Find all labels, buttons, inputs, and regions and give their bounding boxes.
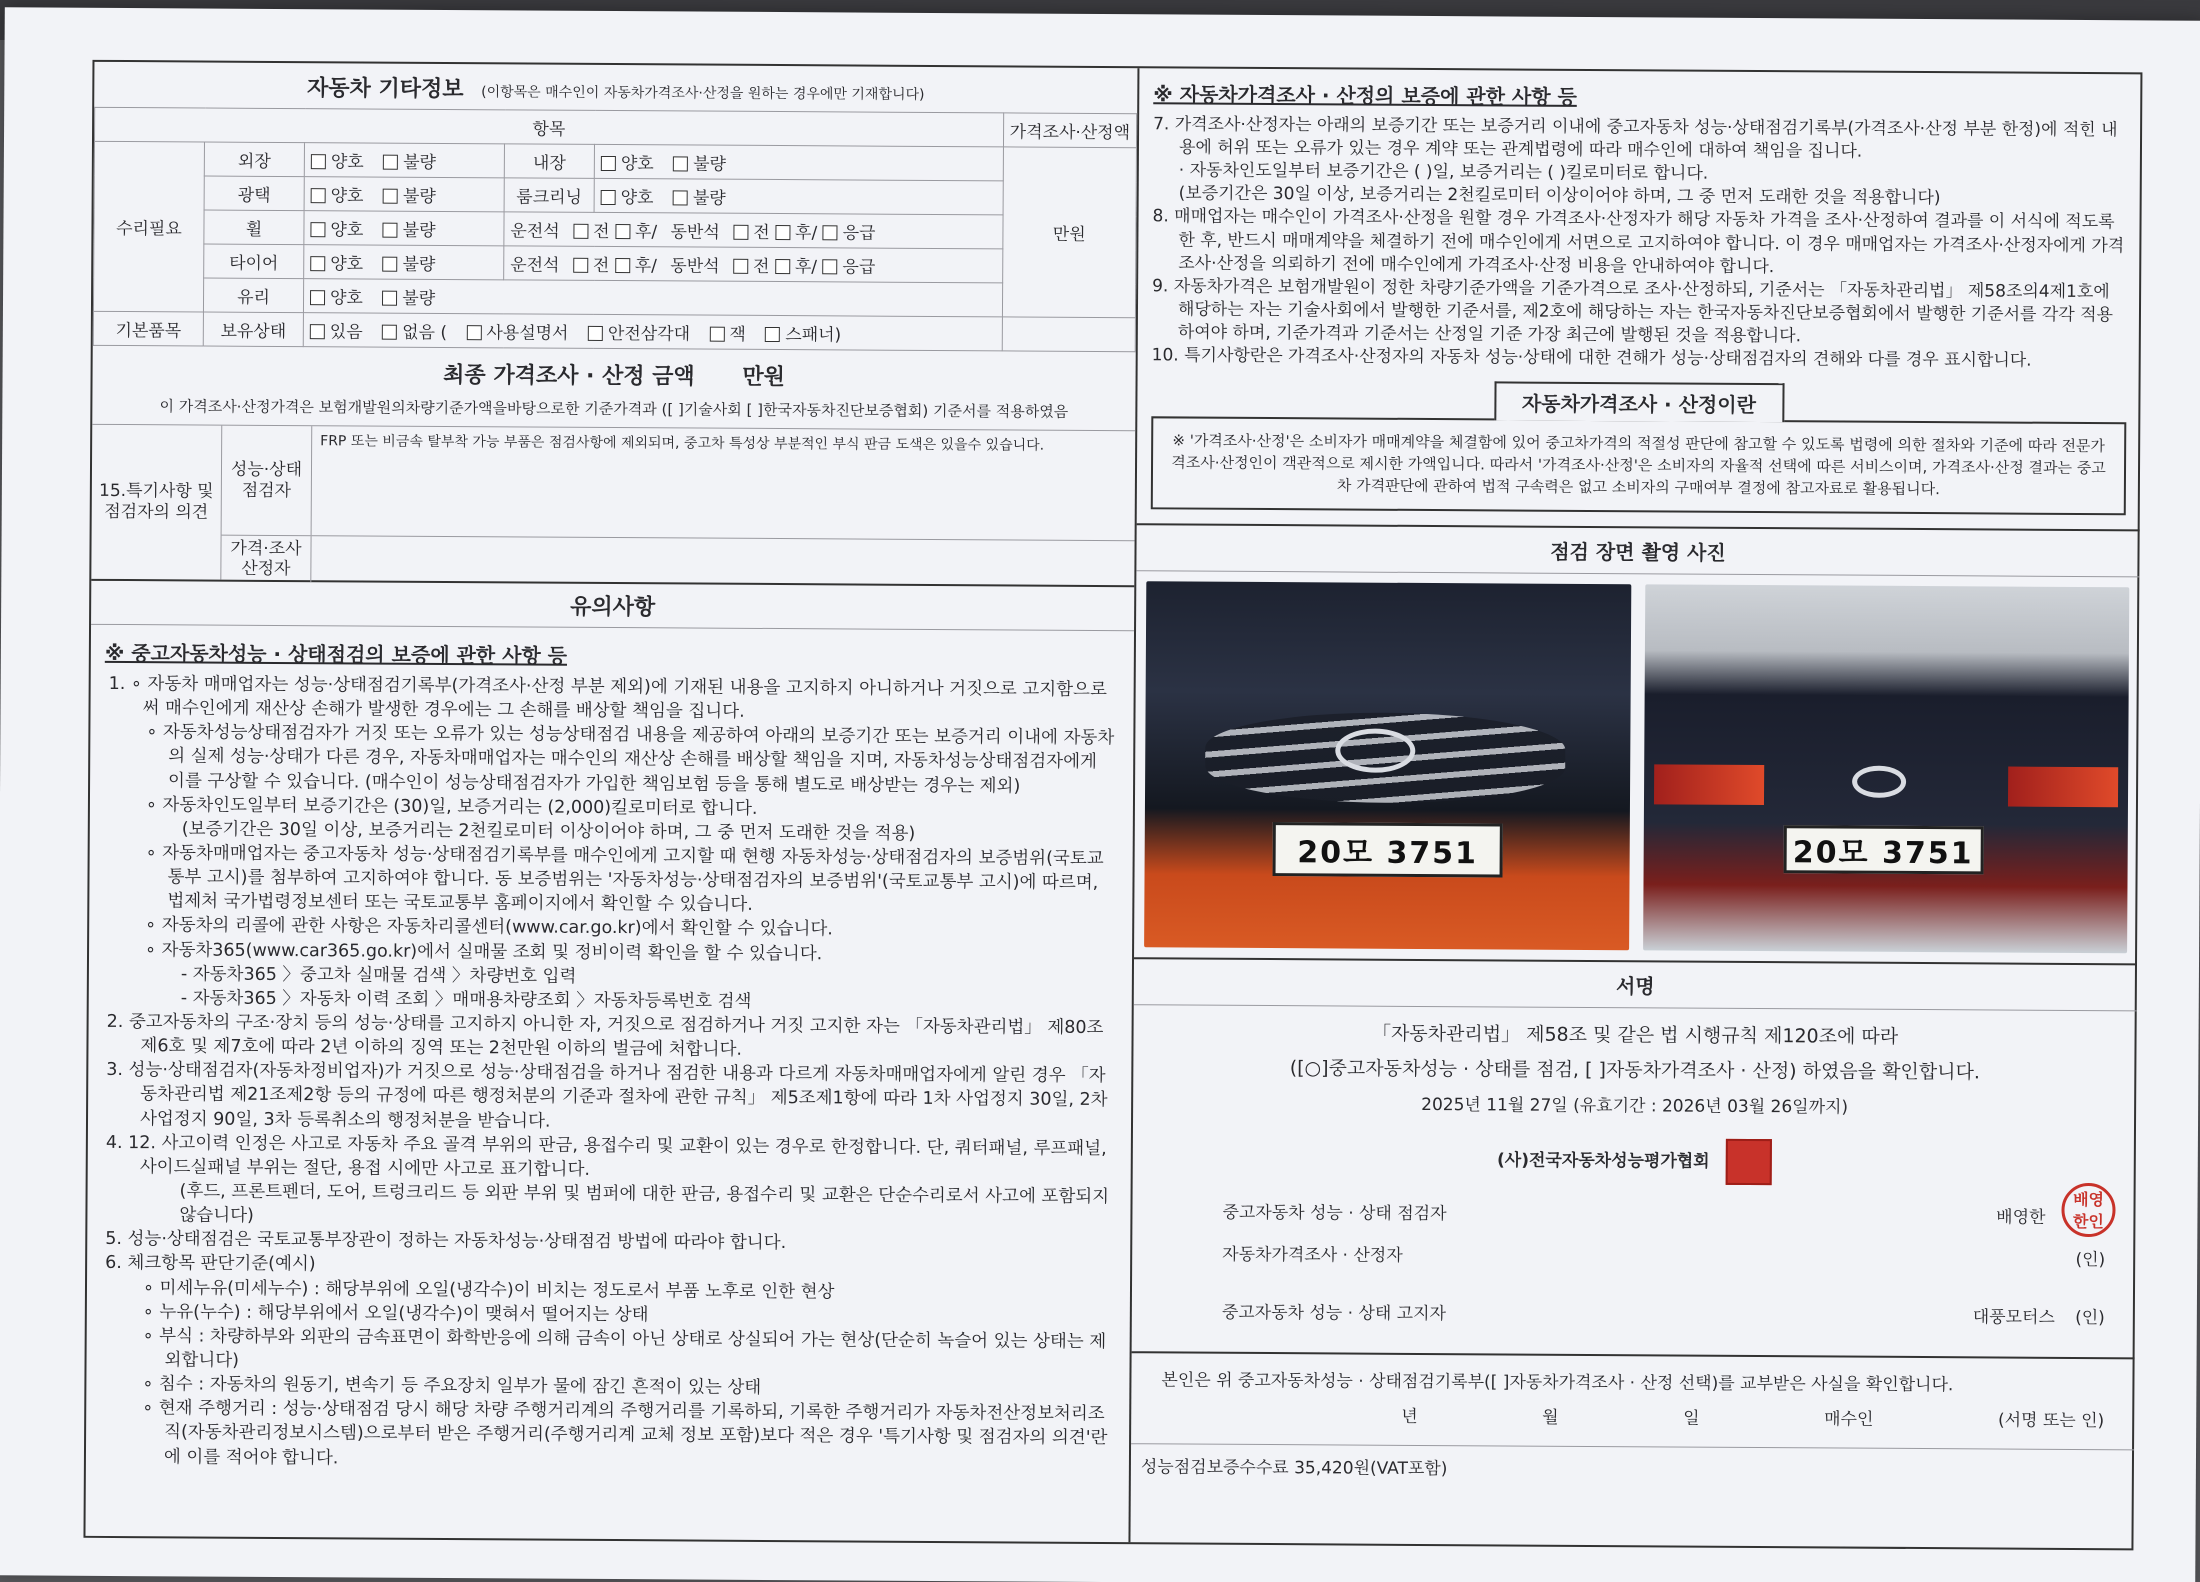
final-price-note: 이 가격조사·산정가격은 보험개발원의차량기준가액을바탕으로한 기준가격과 ([ ]기술사회 [ ]한국자동차진단보증협회) 기준서를 적용하였음 bbox=[92, 393, 1135, 431]
wheel-label: 휠 bbox=[204, 210, 304, 245]
inspector-label: 중고자동차 성능 · 상태 점검자 bbox=[1222, 1202, 1447, 1224]
inspector-seal-icon: 배영 한인 bbox=[2061, 1183, 2115, 1237]
term-indent: (보증기간은 30일 이상, 보증거리는 2천킬로미터 이상이어야 하며, 그 중 먼저 도래한 것을 적용합니다) bbox=[1178, 183, 1941, 209]
photo-section-title: 점검 장면 촬영 사진 bbox=[1136, 524, 2139, 578]
term-indent: · 자동차인도일부터 보증기간은 ( )일, 보증거리는 ( )킬로미터로 합니다. bbox=[1178, 160, 1709, 184]
performance-inspector-row bbox=[222, 426, 1136, 542]
option-label: 양호 bbox=[330, 186, 364, 207]
emergency-label: 응급 bbox=[842, 257, 876, 278]
term-item: 8. 매매업자는 매수인이 가격조사·산정을 원할 경우 가격조사·산정자가 해당 자동차 가격을 조사·산정하여 결과를 이 서식에 적도록 한 후, 반드시 매매계약을 체결하기 전에 매수인에게 서면으로 고지하여야 합니다. 이 경우 매매업자는 가격조사·산정자에게 가격조사·산정을 의뢰하기 전에 매수인에게 가격조사·산정 비용을 안내하여야 합니다. bbox=[1152, 206, 2125, 277]
front-label: 전 bbox=[592, 255, 610, 276]
triangle-checkbox[interactable] bbox=[588, 326, 603, 341]
vehicle-other-info-title bbox=[94, 62, 1137, 113]
option-label: 양호 bbox=[330, 254, 364, 275]
glass-label: 유리 bbox=[203, 278, 303, 313]
option-label: 양호 bbox=[329, 288, 363, 309]
receipt-buyer-label: 매수인 bbox=[1824, 1409, 1874, 1430]
term-subsub: - 자동차365 〉자동차 이력 조회 〉매매용차량조회 〉자동차등록번호 검색 bbox=[180, 988, 752, 1012]
notifier-row bbox=[1222, 1298, 2105, 1328]
final-price-label: 최종 가격조사 · 산정 금액 bbox=[443, 362, 695, 390]
tire-options bbox=[304, 245, 504, 280]
signature-date: 2025년 11월 27일 (유효기간 : 2026년 03월 26일까지) bbox=[1421, 1094, 1849, 1118]
wheel-passenger-front-checkbox[interactable] bbox=[733, 225, 748, 240]
exterior-bad-checkbox[interactable] bbox=[383, 155, 398, 170]
price-inspector-opinion bbox=[311, 536, 1134, 587]
term-sub: ∘ 자동차성능상태점검자가 거짓 또는 오류가 있는 성능상태점검 내용을 제공하여 아래의 보증기간 또는 보증거리 이내에 자동차의 실제 성능·상태가 다른 경우, 자동차매매업자는 매수인의 재산상 손해를 배상할 책임을 지며, 자동차성능상태점검자에게 이를 구상할 수 있습니다. (매수인이 성능상태점검자가 가입한 책임보험 등을 통해 별도로 배상받는 경우는 제외) bbox=[146, 722, 1115, 797]
passenger-seat-label: 동반석 bbox=[670, 222, 720, 243]
price-manwon-cell: 만원 bbox=[1002, 147, 1136, 318]
signature-title: 서명 bbox=[1134, 960, 2137, 1012]
wheel-driver-rear-checkbox[interactable] bbox=[615, 224, 630, 239]
option-label: 불량 bbox=[402, 254, 436, 275]
term-subsub: (후드, 프론트펜더, 도어, 트렁크리드 등 외판 부위 및 범퍼에 대한 판금, 용접수리 및 교환은 단순수리로서 사고에 포함되지 않습니다) bbox=[179, 1181, 1110, 1226]
association-row bbox=[1133, 1135, 2136, 1187]
receipt-confirmation bbox=[1131, 1351, 2135, 1449]
tire-good-checkbox[interactable] bbox=[310, 256, 325, 271]
notifier-label: 중고자동차 성능 · 상태 고지자 bbox=[1221, 1302, 1447, 1324]
section-title-note: (이항목은 매수인이 자동차가격조사·산정을 원하는 경우에만 기재합니다) bbox=[481, 84, 925, 103]
term-subsub: - 자동차365 〉중고차 실매물 검색 〉차량번호 입력 bbox=[180, 964, 577, 987]
tire-emergency-checkbox[interactable] bbox=[822, 259, 837, 274]
rear-label: 후/ bbox=[794, 257, 818, 278]
interior-label: 내장 bbox=[504, 144, 594, 179]
driver-seat-label: 운전석 bbox=[510, 221, 560, 242]
option-label: 양호 bbox=[330, 152, 364, 173]
receipt-sign-label: (서명 또는 인) bbox=[1997, 1410, 2105, 1431]
option-label: 양호 bbox=[620, 154, 654, 175]
term-item: 6. 체크항목 판단기준(예시) bbox=[105, 1253, 316, 1275]
term-sub: ∘ 현재 주행거리 : 성능·상태점검 당시 해당 차량 주행거리계의 주행거리를 기록하되, 기록한 주행거리가 자동차전산정보처리조직(자동차관리정보시스템)으로부터 받은 주행거리(주행거리계 교체 정보 포함)보다 적은 경우 '특기사항 및 점검자의 의견'란에 이를 적어야 합니다. bbox=[142, 1398, 1108, 1468]
pricer-label: 자동차가격조사 · 산정자 bbox=[1222, 1244, 1403, 1266]
left-column bbox=[85, 62, 1139, 1542]
notifier-seal-mark: (인) bbox=[2075, 1307, 2105, 1328]
header-price: 가격조사·산정액 bbox=[1003, 113, 1137, 148]
option-label: 잭 bbox=[729, 324, 746, 345]
exterior-label: 외장 bbox=[204, 142, 304, 177]
section-title: 자동차 기타정보 bbox=[307, 76, 464, 103]
special-notes-label: 15.특기사항 및 점검자의 의견 bbox=[91, 425, 222, 580]
option-label: 스패너 bbox=[785, 325, 835, 346]
tire-position-options bbox=[504, 246, 1003, 283]
rear-label: 후/ bbox=[634, 222, 658, 243]
rear-label: 후/ bbox=[795, 223, 818, 244]
interior-good-checkbox[interactable] bbox=[601, 156, 616, 171]
gloss-good-checkbox[interactable] bbox=[311, 188, 326, 203]
driver-seat-label: 운전석 bbox=[510, 255, 560, 276]
final-price-row bbox=[92, 346, 1135, 399]
holding-status-options: 있음 없음 ( 사용설명서 안전삼각대 잭 스패너) bbox=[303, 313, 1002, 351]
term-sub: ∘ 자동차365(www.car365.go.kr)에서 실매물 조회 및 정비이력 확인을 할 수 있습니다. bbox=[144, 939, 823, 964]
option-label: 양호 bbox=[330, 220, 364, 241]
jack-checkbox[interactable] bbox=[709, 327, 724, 342]
car-emblem bbox=[1852, 766, 1906, 798]
signature-line-1: 「자동차관리법」 제58조 및 같은 법 시행규칙 제120조에 따라 bbox=[1371, 1023, 1899, 1049]
term-item: 7. 가격조사·산정자는 아래의 보증기간 또는 보증거리 이내에 중고자동차 성능·상태점검기록부(가격조사·산정 부분 한정)에 적힌 내용에 허위 또는 오류가 있는 경우 계약 또는 관계법령에 따라 매수인에 대하여 책임을 집니다. bbox=[1153, 114, 2118, 162]
term-sub: ∘ 미세누유(미세누수) : 해당부위에 오일(냉각수)이 비치는 정도로서 부품 노후로 인한 현상 bbox=[142, 1277, 835, 1302]
front-license-plate: 20모 3751 bbox=[1273, 823, 1503, 878]
option-label: 불량 bbox=[403, 152, 437, 173]
signature-line-2: ([○]중고자동차성능 · 상태를 점검, [ ]자동차가격조사 · 산정) 하였음을 확인합니다. bbox=[1289, 1056, 1981, 1084]
option-label: 불량 bbox=[402, 288, 436, 309]
room-cleaning-good-checkbox[interactable] bbox=[601, 190, 616, 205]
term-sub: ∘ 자동차인도일부터 보증기간은 (30)일, 보증거리는 (2,000)킬로미터로 합니다. bbox=[145, 794, 758, 819]
option-label: 사용설명서 bbox=[486, 323, 569, 344]
holding-no-checkbox[interactable] bbox=[382, 325, 397, 340]
wheel-position-options bbox=[504, 212, 1003, 249]
option-label: 안전삼각대 bbox=[607, 323, 691, 345]
pricer-seal-mark: (인) bbox=[2075, 1249, 2106, 1270]
inspector-row bbox=[1222, 1189, 2105, 1231]
holding-yes-checkbox[interactable] bbox=[310, 324, 325, 339]
tire-label: 타이어 bbox=[204, 244, 304, 279]
emergency-label: 응급 bbox=[842, 223, 876, 244]
notifier-name: 대풍모터스 bbox=[1972, 1307, 2055, 1328]
price-warranty-terms bbox=[1138, 113, 2143, 373]
term-sub: ∘ 부식 : 차량하부와 외판의 금속표면이 화학반응에 의해 금속이 아닌 상태로 상실되어 가는 현상(단순히 녹슬어 있는 상태는 제외합니다) bbox=[142, 1325, 1107, 1371]
performance-inspector-label: 성능·상태 점검자 bbox=[222, 426, 313, 536]
interior-bad-checkbox[interactable] bbox=[673, 156, 688, 171]
term-subsub: (보증기간은 30일 이상, 보증거리는 2천킬로미터 이상이어야 하며, 그 중 먼저 도래한 것을 적용) bbox=[181, 819, 916, 844]
term-sub: ∘ 침수 : 자동차의 원동기, 변속기 등 주요장치 일부가 물에 잠긴 흔적이 있는 상태 bbox=[142, 1374, 762, 1399]
vehicle-info-table bbox=[93, 107, 1137, 352]
tire-passenger-rear-checkbox[interactable] bbox=[775, 259, 790, 274]
right-tail-light bbox=[2008, 767, 2118, 808]
gloss-options bbox=[304, 177, 504, 212]
performance-inspector-opinion: FRP 또는 비금속 탈부착 가능 부품은 점검사항에 제외되며, 중고차 특성상 부분적인 부식 판금 도색은 있을수 있습니다. bbox=[320, 433, 1045, 454]
car-front-photo bbox=[1144, 582, 1631, 951]
wheel-emergency-checkbox[interactable] bbox=[823, 225, 838, 240]
price-warranty-heading: ※ 자동차가격조사 · 산정의 보증에 관한 사항 등 bbox=[1153, 82, 1577, 109]
signers-block bbox=[1132, 1181, 2136, 1357]
caution-title: 유의사항 bbox=[91, 581, 1134, 631]
term-item: 9. 자동차가격은 보험개발원이 정한 차량기준가액을 기준가격으로 조사·산정하되, 기준서는 「자동차관리법」 제58조의4제1호에 해당하는 자는 기술사회에서 발행한 기준서를, 제2호에 해당하는 자는 한국자동차진단보증협회에서 발행한 기준서를 각각 적용하여야 하며, 기준가격과 기준서는 산정일 기준 가장 최근에 발행된 것을 적용합니다. bbox=[1152, 276, 2114, 347]
left-tail-light bbox=[1653, 765, 1763, 806]
rear-license-plate: 20모 3751 bbox=[1783, 826, 1983, 875]
basic-items-label: 기본품목 bbox=[93, 311, 203, 346]
manual-checkbox[interactable] bbox=[466, 325, 481, 340]
tire-bad-checkbox[interactable] bbox=[382, 257, 397, 272]
term-item: 2. 중고자동차의 구조·장치 등의 성능·상태를 고지하지 아니한 자, 거짓으로 점검하거나 거짓 고지한 자는 「자동차관리법」 제80조제6호 및 제7호에 따라 2년 이하의 징역 또는 2천만원 이하의 벌금에 처합니다. bbox=[106, 1011, 1104, 1060]
repair-needed-label: 수리필요 bbox=[93, 141, 204, 312]
front-label: 전 bbox=[753, 222, 770, 243]
tire-driver-front-checkbox[interactable] bbox=[573, 258, 588, 273]
association-seal-icon bbox=[1725, 1139, 1771, 1185]
header-item: 항목 bbox=[94, 107, 1003, 147]
option-label: 불량 bbox=[402, 186, 436, 207]
wheel-passenger-rear-checkbox[interactable] bbox=[775, 225, 790, 240]
term-sub: ∘ 자동차매매업자는 중고자동차 성능·상태점검기록부를 매수인에게 고지할 때 현행 자동차성능·상태점검자의 보증범위(국토교통부 고시)를 첨부하여 고지하여야 합니다. 동 보증범위는 '자동차성능·상태점검자의 보증범위'(국토교통부 고시)에 따르며, 법제처 국가법령정보센터 또는 국토교통부 홈페이지에서 확인할 수 있습니다. bbox=[145, 843, 1104, 916]
front-label: 전 bbox=[593, 221, 610, 242]
empty-cell bbox=[1002, 317, 1136, 352]
option-label: 없음 bbox=[402, 322, 436, 343]
tire-passenger-front-checkbox[interactable] bbox=[733, 259, 748, 274]
term-item: 10. 특기사항란은 가격조사·산정자의 자동차 성능·상태에 대한 견해가 성능·상태점검자의 견해와 다를 경우 표시합니다. bbox=[1151, 345, 2032, 371]
form-frame bbox=[83, 60, 2142, 1550]
wheel-driver-front-checkbox[interactable] bbox=[573, 224, 588, 239]
special-notes-block bbox=[91, 425, 1135, 587]
receipt-day: 일 bbox=[1683, 1408, 1700, 1429]
glass-options bbox=[303, 279, 1002, 317]
exterior-good-checkbox[interactable] bbox=[311, 154, 326, 169]
receipt-date-line bbox=[1161, 1400, 2104, 1431]
term-item: 4. 12. 사고이력 인정은 사고로 자동차 주요 골격 부위의 판금, 용접수리 및 교환이 있는 경우로 한정합니다. 단, 쿼터패널, 루프패널, 사이드실패널 부위는 절단, 용접 시에만 사고로 표기합니다. bbox=[105, 1132, 1107, 1180]
inspection-photos bbox=[1134, 572, 2139, 966]
passenger-seat-label: 동반석 bbox=[670, 256, 720, 277]
option-label: 양호 bbox=[620, 188, 654, 209]
room-cleaning-label: 룸크리닝 bbox=[504, 178, 594, 213]
front-label: 전 bbox=[752, 256, 770, 277]
wheel-good-checkbox[interactable] bbox=[310, 222, 325, 237]
room-cleaning-bad-checkbox[interactable] bbox=[673, 190, 688, 205]
interior-options bbox=[594, 144, 1003, 180]
term-sub: ∘ 누유(누수) : 해당부위에서 오일(냉각수)이 맺혀서 떨어지는 상태 bbox=[142, 1301, 649, 1325]
tire-driver-rear-checkbox[interactable] bbox=[615, 258, 630, 273]
association-name: (사)전국자동차성능평가협회 bbox=[1496, 1150, 1710, 1172]
price-inspector-label: 가격·조사 산정자 bbox=[221, 536, 311, 583]
warranty-heading: ※ 중고자동차성능 · 상태점검의 보증에 관한 사항 등 bbox=[104, 640, 568, 668]
option-label: 있음 bbox=[329, 322, 363, 343]
spanner-checkbox[interactable] bbox=[765, 327, 780, 342]
holding-status-label: 보유상태 bbox=[203, 312, 303, 347]
wheel-options bbox=[304, 211, 504, 246]
price-definition-title: 자동차가격조사 · 산정이란 bbox=[1494, 382, 1784, 423]
inspector-name: 배영한 bbox=[1996, 1207, 2046, 1228]
glass-good-checkbox[interactable] bbox=[310, 290, 325, 305]
receipt-statement: 본인은 위 중고자동차성능 · 상태점검기록부([ ]자동차가격조사 · 산정 선택)를 교부받은 사실을 확인합니다. bbox=[1161, 1370, 1954, 1396]
price-inspector-row bbox=[221, 536, 1134, 588]
term-sub: ∘ 자동차의 리콜에 관한 사항은 자동차리콜센터(www.car.go.kr)에서 확인할 수 있습니다. bbox=[145, 915, 833, 940]
rear-label: 후/ bbox=[634, 256, 657, 277]
option-label: 불량 bbox=[693, 154, 727, 175]
inspection-document bbox=[0, 7, 2200, 1582]
pricer-row bbox=[1222, 1240, 2105, 1270]
final-price-unit: 만원 bbox=[742, 364, 785, 391]
gloss-bad-checkbox[interactable] bbox=[383, 189, 398, 204]
price-definition-box: ※ '가격조사·산정'은 소비자가 매매계약을 체결함에 있어 중고차가격의 적절성 판단에 참고할 수 있도록 법령에 의한 절차와 기준에 따라 전문가격조사·산정인이 객관적으로 제시한 가액입니다. 따라서 '가격조사·산정'은 소비자의 자율적 선택에 따른 서비스이며, 가격조사·산정 결과는 중고차 가격판단에 관하여 법적 구속력은 없고 소비자의 구매여부 결정에 참고자료로 활용됩니다. bbox=[1151, 417, 2127, 516]
term-item: 5. 성능·상태점검은 국토교통부장관이 정하는 자동차성능·상태점검 방법에 따라야 합니다. bbox=[105, 1229, 787, 1254]
signature-statement bbox=[1133, 1006, 2136, 1091]
car-rear-photo bbox=[1643, 585, 2130, 954]
term-item: 1. ∘ 자동차 매매업자는 성능·상태점검기록부(가격조사·산정 부분 제외)에 기재된 내용을 고지하지 아니하거나 거짓으로 고지함으로써 매수인에게 재산상 손해가 발생한 경우에는 그 손해를 배상할 책임을 집니다. bbox=[108, 673, 1107, 722]
gloss-label: 광택 bbox=[204, 176, 304, 211]
special-notes-rows bbox=[221, 426, 1135, 586]
option-label: 불량 bbox=[692, 188, 726, 209]
option-label: 불량 bbox=[402, 220, 436, 241]
inspection-fee: 성능점검보증수수료 35,420원(VAT포함) bbox=[1131, 1443, 2134, 1491]
wheel-bad-checkbox[interactable] bbox=[383, 223, 398, 238]
receipt-month: 월 bbox=[1542, 1407, 1559, 1428]
exterior-options bbox=[304, 143, 504, 178]
term-item: 3. 성능·상태점검자(자동차정비업자)가 거짓으로 성능·상태점검을 하거나 점검한 내용과 다르게 자동차매매업자에게 알린 경우 「자동차관리법 제21조제2항 등의 규정에 따른 행정처분의 기준과 절차에 관한 규칙」 제5조제1항에 따라 1차 사업정지 30일, 2차 사업정지 90일, 3차 등록취소의 행정처분을 받습니다. bbox=[106, 1060, 1108, 1132]
receipt-year: 년 bbox=[1401, 1406, 1418, 1427]
right-column bbox=[1130, 68, 2142, 1548]
caution-terms bbox=[86, 672, 1134, 1475]
glass-bad-checkbox[interactable] bbox=[382, 291, 397, 306]
room-cleaning-options bbox=[594, 178, 1003, 214]
